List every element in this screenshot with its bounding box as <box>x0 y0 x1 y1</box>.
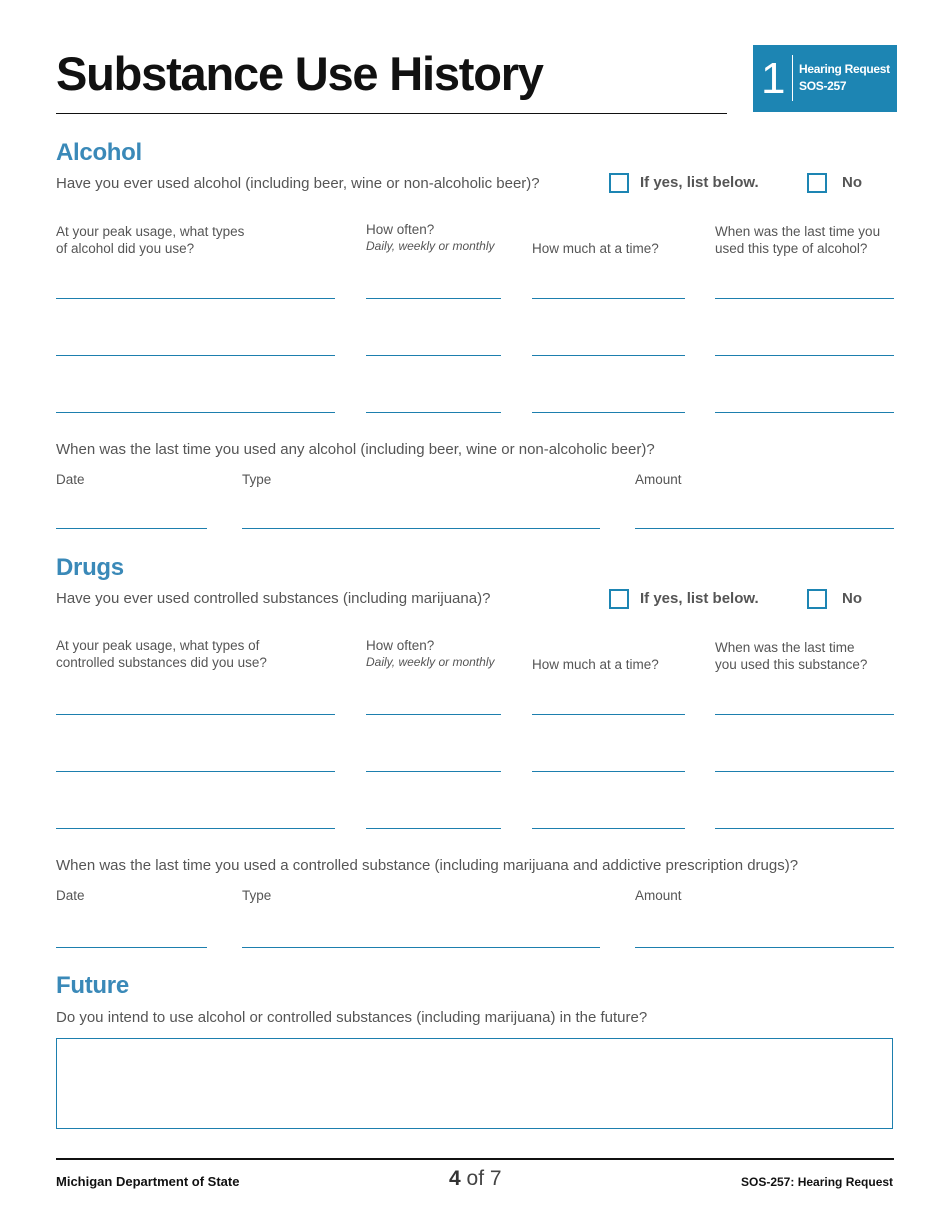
drugs-row1-type-field[interactable] <box>56 714 335 715</box>
badge-divider <box>792 55 793 101</box>
alcohol-col-frequency-hint: Daily, weekly or monthly <box>366 239 495 253</box>
drugs-type-label: Type <box>242 888 272 903</box>
alcohol-last-type-field[interactable] <box>242 528 600 529</box>
badge-form-code: SOS-257 <box>799 79 847 93</box>
drugs-row2-last-field[interactable] <box>715 771 894 772</box>
drugs-heading: Drugs <box>56 554 124 581</box>
alcohol-yes-label: If yes, list below. <box>640 174 759 191</box>
alcohol-col-amount-label: How much at a time? <box>532 241 659 256</box>
drugs-last-type-field[interactable] <box>242 947 600 948</box>
alcohol-row1-amount-field[interactable] <box>532 298 685 299</box>
alcohol-last-question: When was the last time you used any alcohol (including beer, wine or non-alcoholic beer)? <box>56 441 655 458</box>
future-heading: Future <box>56 972 129 999</box>
footer-form-name: SOS-257: Hearing Request <box>741 1175 894 1189</box>
alcohol-row1-type-field[interactable] <box>56 298 335 299</box>
drugs-question: Have you ever used controlled substances (including marijuana)? <box>56 590 491 607</box>
future-question: Do you intend to use alcohol or controlled substances (including marijuana) in the future? <box>56 1009 648 1026</box>
alcohol-no-checkbox[interactable] <box>807 173 827 193</box>
alcohol-col-last-label: When was the last time you used this type of alcohol? <box>715 224 881 256</box>
form-badge <box>753 45 897 112</box>
alcohol-row1-frequency-field[interactable] <box>366 298 501 299</box>
drugs-row2-frequency-field[interactable] <box>366 771 501 772</box>
drugs-yes-checkbox[interactable] <box>609 589 629 609</box>
alcohol-row2-type-field[interactable] <box>56 355 335 356</box>
drugs-row3-amount-field[interactable] <box>532 828 685 829</box>
page-title: Substance Use History <box>56 47 543 100</box>
drugs-col-amount-label: How much at a time? <box>532 657 659 672</box>
alcohol-col-types-label: At your peak usage, what types of alcohol did you use? <box>56 224 245 256</box>
alcohol-amount-label: Amount <box>635 472 682 487</box>
drugs-last-question: When was the last time you used a controlled substance (including marijuana and addictive prescription drugs)? <box>56 857 799 874</box>
alcohol-question: Have you ever used alcohol (including beer, wine or non-alcoholic beer)? <box>56 175 540 192</box>
page-number: 4 of 7 <box>449 1167 502 1190</box>
alcohol-row2-frequency-field[interactable] <box>366 355 501 356</box>
drugs-col-last-label: When was the last time you used this substance? <box>715 640 868 672</box>
alcohol-row3-amount-field[interactable] <box>532 412 685 413</box>
alcohol-yes-checkbox[interactable] <box>609 173 629 193</box>
alcohol-last-date-field[interactable] <box>56 528 207 529</box>
drugs-no-label: No <box>842 590 862 607</box>
drugs-row3-type-field[interactable] <box>56 828 335 829</box>
alcohol-row3-frequency-field[interactable] <box>366 412 501 413</box>
badge-step-number: 1 <box>761 54 786 103</box>
future-answer-textarea[interactable] <box>56 1038 893 1129</box>
alcohol-row1-last-field[interactable] <box>715 298 894 299</box>
drugs-last-date-field[interactable] <box>56 947 207 948</box>
alcohol-row3-type-field[interactable] <box>56 412 335 413</box>
drugs-last-amount-field[interactable] <box>635 947 894 948</box>
footer-department: Michigan Department of State <box>56 1174 240 1189</box>
alcohol-last-amount-field[interactable] <box>635 528 894 529</box>
drugs-row2-type-field[interactable] <box>56 771 335 772</box>
drugs-col-frequency-hint: Daily, weekly or monthly <box>366 655 495 669</box>
drugs-row2-amount-field[interactable] <box>532 771 685 772</box>
drugs-row1-frequency-field[interactable] <box>366 714 501 715</box>
drugs-yes-label: If yes, list below. <box>640 590 759 607</box>
drugs-row1-last-field[interactable] <box>715 714 894 715</box>
drugs-row1-amount-field[interactable] <box>532 714 685 715</box>
title-divider <box>56 113 727 114</box>
footer-divider <box>56 1158 894 1160</box>
drugs-date-label: Date <box>56 888 85 903</box>
alcohol-row3-last-field[interactable] <box>715 412 894 413</box>
alcohol-row2-amount-field[interactable] <box>532 355 685 356</box>
drugs-col-frequency-label: How often? <box>366 638 435 653</box>
alcohol-row2-last-field[interactable] <box>715 355 894 356</box>
drugs-no-checkbox[interactable] <box>807 589 827 609</box>
alcohol-date-label: Date <box>56 472 85 487</box>
alcohol-col-frequency-label: How often? <box>366 222 435 237</box>
drugs-col-types-label: At your peak usage, what types of controlled substances did you use? <box>56 638 267 670</box>
alcohol-no-label: No <box>842 174 862 191</box>
drugs-row3-last-field[interactable] <box>715 828 894 829</box>
drugs-amount-label: Amount <box>635 888 682 903</box>
badge-form-title: Hearing Request <box>799 62 890 76</box>
alcohol-heading: Alcohol <box>56 139 142 166</box>
alcohol-type-label: Type <box>242 472 272 487</box>
drugs-row3-frequency-field[interactable] <box>366 828 501 829</box>
